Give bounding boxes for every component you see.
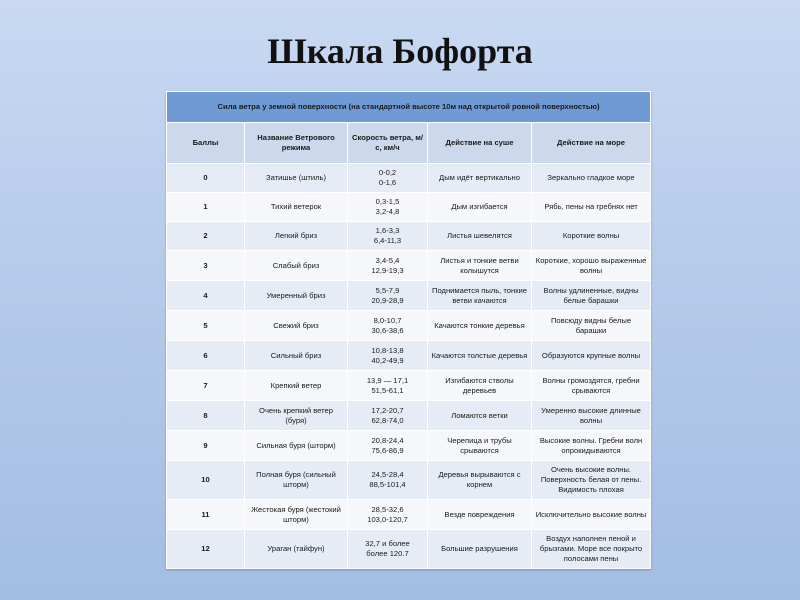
table-row: [167, 530, 651, 569]
table-row: [167, 193, 651, 222]
cell-score: 8: [167, 401, 245, 431]
table-row: [167, 461, 651, 500]
cell-name: Слабый бриз: [245, 251, 348, 281]
cell-score: 11: [167, 500, 245, 530]
cell-land: Черепица и трубы срываются: [428, 431, 532, 461]
table-header-row: [167, 123, 651, 164]
cell-land: Дым изгибается: [428, 193, 532, 222]
cell-name: Сильная буря (шторм): [245, 431, 348, 461]
cell-speed: 32,7 и более более 120.7: [348, 530, 428, 569]
cell-speed: 5,5-7,9 20,9-28,9: [348, 281, 428, 311]
header-speed: Скорость ветра, м/с, км/ч: [348, 123, 428, 164]
cell-land: Ломаются ветки: [428, 401, 532, 431]
cell-score: 2: [167, 222, 245, 251]
cell-speed: 13,9 — 17,1 51,5-61,1: [348, 371, 428, 401]
cell-name: Умеренный бриз: [245, 281, 348, 311]
table-row: [167, 311, 651, 341]
cell-sea: Повсюду видны белые барашки: [532, 311, 651, 341]
cell-name: Ураган (тайфун): [245, 530, 348, 569]
table-row: [167, 251, 651, 281]
cell-land: Качаются толстые деревья: [428, 341, 532, 371]
cell-speed: 3,4-5,4 12,9-19,3: [348, 251, 428, 281]
cell-name: Затишье (штиль): [245, 164, 348, 193]
cell-land: Поднимается пыль, тонкие ветви качаются: [428, 281, 532, 311]
cell-speed: 8,0-10,7 30,6-38,6: [348, 311, 428, 341]
cell-name: Полная буря (сильный шторм): [245, 461, 348, 500]
header-name: Название Ветрового режима: [245, 123, 348, 164]
cell-speed: 0,3-1,5 3,2-4,8: [348, 193, 428, 222]
cell-land: Деревья вырываются с корнем: [428, 461, 532, 500]
cell-score: 6: [167, 341, 245, 371]
cell-sea: Зеркально гладкое море: [532, 164, 651, 193]
cell-sea: Волны громоздятся, гребни срываются: [532, 371, 651, 401]
table-row: [167, 164, 651, 193]
cell-land: Листья шевелятся: [428, 222, 532, 251]
header-score: Баллы: [167, 123, 245, 164]
cell-score: 1: [167, 193, 245, 222]
cell-land: Листья и тонкие ветви колышутся: [428, 251, 532, 281]
cell-score: 5: [167, 311, 245, 341]
cell-land: Дым идёт вертикально: [428, 164, 532, 193]
cell-score: 4: [167, 281, 245, 311]
cell-sea: Рябь, пены на гребнях нет: [532, 193, 651, 222]
cell-speed: 24,5-28,4 88,5-101,4: [348, 461, 428, 500]
header-land: Действие на суше: [428, 123, 532, 164]
table-row: [167, 281, 651, 311]
cell-speed: 10,8-13,8 40,2-49,9: [348, 341, 428, 371]
cell-name: Свежий бриз: [245, 311, 348, 341]
cell-land: Изгибаются стволы деревьев: [428, 371, 532, 401]
cell-score: 0: [167, 164, 245, 193]
cell-sea: Образуются крупные волны: [532, 341, 651, 371]
cell-sea: Умеренно высокие длинные волны: [532, 401, 651, 431]
cell-sea: Воздух наполнен пеной и брызгами. Море все покрыто полосами пены: [532, 530, 651, 569]
cell-name: Тихий ветерок: [245, 193, 348, 222]
cell-score: 10: [167, 461, 245, 500]
cell-score: 9: [167, 431, 245, 461]
header-sea: Действие на море: [532, 123, 651, 164]
cell-score: 3: [167, 251, 245, 281]
cell-name: Очень крепкий ветер (буря): [245, 401, 348, 431]
table-row: [167, 500, 651, 530]
table-row: [167, 222, 651, 251]
beaufort-table: [166, 91, 651, 569]
cell-sea: Очень высокие волны. Поверхность белая от пены. Видимость плохая: [532, 461, 651, 500]
table-row: [167, 431, 651, 461]
cell-speed: 28,5-32,6 103,0-120,7: [348, 500, 428, 530]
cell-sea: Высокие волны. Гребни волн опрокидываются: [532, 431, 651, 461]
cell-land: Качаются тонкие деревья: [428, 311, 532, 341]
cell-score: 7: [167, 371, 245, 401]
cell-speed: 1,6-3,3 6,4-11,3: [348, 222, 428, 251]
table-row: [167, 401, 651, 431]
cell-speed: 20,8-24,4 75,6-86,9: [348, 431, 428, 461]
cell-name: Жестокая буря (жестокий шторм): [245, 500, 348, 530]
cell-speed: 17,2-20,7 62,8-74,0: [348, 401, 428, 431]
cell-land: Большие разрушения: [428, 530, 532, 569]
table-row: [167, 371, 651, 401]
cell-name: Легкий бриз: [245, 222, 348, 251]
cell-sea: Исключительно высокие волны: [532, 500, 651, 530]
cell-land: Везде повреждения: [428, 500, 532, 530]
cell-speed: 0-0,2 0-1,6: [348, 164, 428, 193]
table-row: [167, 341, 651, 371]
table-caption: Сила ветра у земной поверхности (на стандартной высоте 10м над открытой ровной поверхностью): [167, 92, 651, 123]
table-caption-row: [167, 92, 651, 123]
cell-score: 12: [167, 530, 245, 569]
slide-title: Шкала Бофорта: [267, 31, 533, 71]
cell-sea: Короткие волны: [532, 222, 651, 251]
cell-name: Сильный бриз: [245, 341, 348, 371]
cell-sea: Волны удлиненные, видны белые барашки: [532, 281, 651, 311]
cell-name: Крепкий ветер: [245, 371, 348, 401]
cell-sea: Короткие, хорошо выраженные волны: [532, 251, 651, 281]
